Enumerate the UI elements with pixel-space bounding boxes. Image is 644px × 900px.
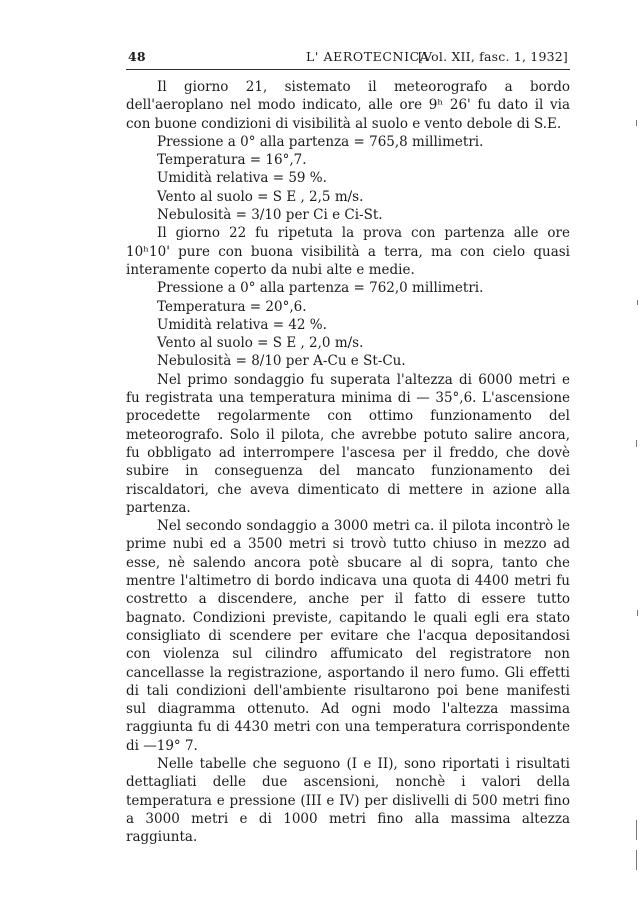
volume-info: [Vol. XII, fasc. 1, 1932] <box>418 49 568 64</box>
page-body <box>126 78 570 846</box>
measurement-temperature-21: Temperatura = 16°,7. <box>157 152 307 169</box>
scan-speck <box>636 120 637 126</box>
page-header <box>126 41 570 70</box>
measurement-pressure-22: Pressione a 0° alla partenza = 762,0 millimetri. <box>157 280 484 297</box>
measurement-cloudiness-21: Nebulosità = 3/10 per Ci e Ci-St. <box>157 207 383 224</box>
measurement-wind-22: Vento al suolo = S E , 2,0 m/s. <box>157 335 364 352</box>
measurement-pressure-21: Pressione a 0° alla partenza = 765,8 millimetri. <box>157 133 484 150</box>
measurement-humidity-21: Umidità relativa = 59 %. <box>157 170 327 187</box>
scan-speck <box>636 440 637 447</box>
paragraph-first-sounding: Nel primo sondaggio fu superata l'altezza di 6000 metri e fu registrata una temperatura minima di — 35°,6. L'ascensione procedette regolarmente con ottimo funzionamento del meteorografo. Solo il pilota, che avrebbe potuto salire ancora, fu obbligato ad interrompere l'ascesa per il freddo, che dovè subire in conseguenza del mancato funzionamento dei riscaldatori, che aveva dimenticato di mettere in azione alla partenza. <box>126 371 570 516</box>
page-number: 48 <box>128 49 146 64</box>
paragraph-second-sounding: Nel secondo sondaggio a 3000 metri ca. il pilota incontrò le prime nubi ed a 3500 metri si trovò tutto chiuso in mezzo ad esse, nè salendo ancora potè sbucare al di sopra, tanto che mentre l'altimetro di bordo indicava una quota di 4400 metri fu costretto a discendere, anche per il fatto di essere tutto bagnato. Condizioni previste, capitando le quali egli era stato consigliato di scendere per evitare che l'acqua depositandosi con violenza sul cilindro affumicato del registratore non cancellasse la registrazione, asportando il nero fumo. Gli effetti di tali condizioni dell'ambiente risultarono poi bene manifesti sul diagramma ottenuto. Ad ogni modo l'altezza massima raggiunta fu di 4430 metri con una temperatura corrispondente di —19° 7. <box>126 518 570 754</box>
paragraph-ascent-21: Il giorno 21, sistemato il meteorografo a bordo dell'aeroplano nel modo indicato, alle ore 9ʰ 26' fu dato il via con buone condizioni di visibilità al suolo e vento debole di S.E. <box>126 79 570 132</box>
measurement-temperature-22: Temperatura = 20°,6. <box>157 298 307 315</box>
measurement-wind-21: Vento al suolo = S E , 2,5 m/s. <box>157 188 364 205</box>
paragraph-tables-note: Nelle tabelle che seguono (I e II), sono riportati i risultati dettagliati delle due ascensioni, nonchè i valori della temperatura e pressione (III e IV) per dislivelli di 500 metri fino a 3000 metri e di 1000 metri fino alla massima altezza raggiunta. <box>126 755 570 846</box>
journal-title: L' AEROTECNICA <box>306 49 430 64</box>
scan-speck <box>636 850 637 870</box>
scan-speck <box>636 820 637 840</box>
measurement-humidity-22: Umidità relativa = 42 %. <box>157 316 327 333</box>
measurement-cloudiness-22: Nebulosità = 8/10 per A-Cu e St-Cu. <box>157 353 406 370</box>
paragraph-ascent-22: Il giorno 22 fu ripetuta la prova con partenza alle ore 10ʰ10' pure con buona visibilità a terra, ma con cielo quasi interamente coperto da nubi alte e medie. <box>126 225 570 278</box>
scan-speck <box>637 610 638 616</box>
scan-speck <box>637 300 638 305</box>
